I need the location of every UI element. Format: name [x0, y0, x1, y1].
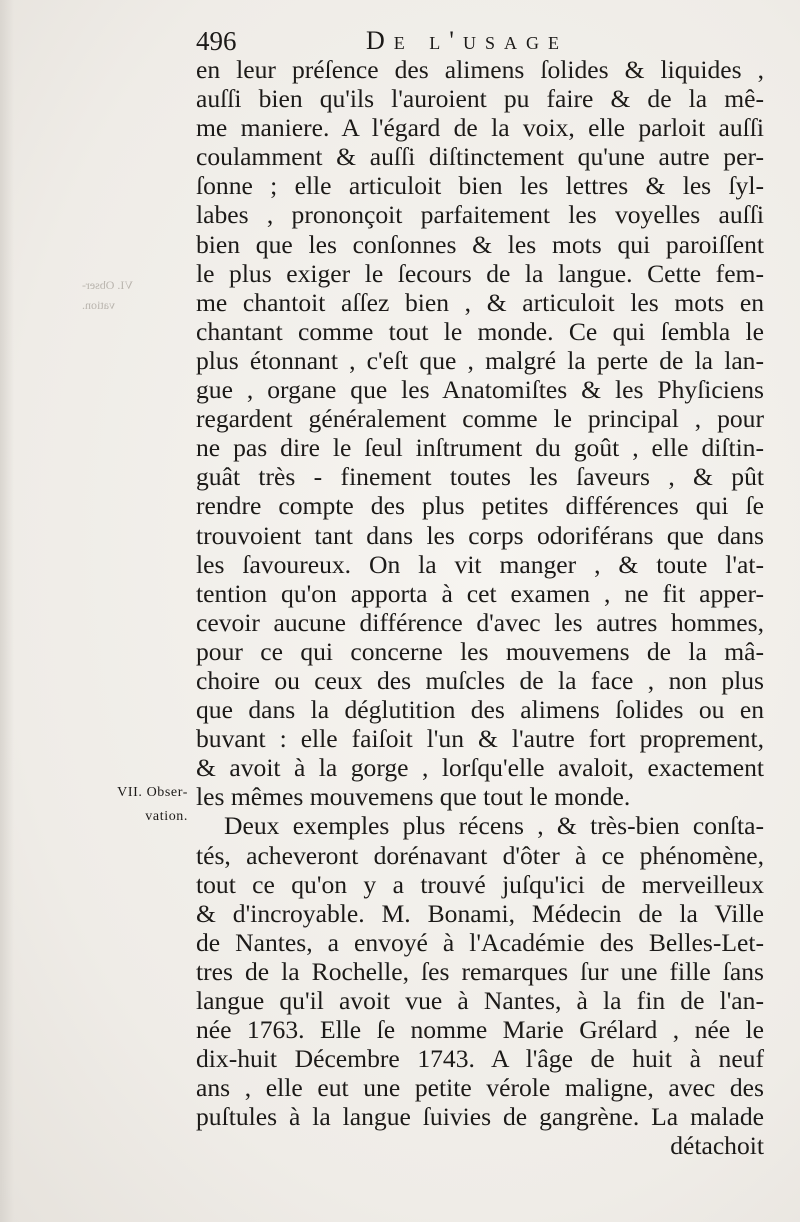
text-line: choire ou ceux des muſcles de la face , non plus [196, 665, 764, 695]
text-line: tout ce qu'on y a trouvé juſqu'ici de merveilleux [196, 869, 764, 899]
text-line: tés, acheveront dorénavant d'ôter à ce phénomène, [196, 840, 764, 870]
catchword: détachoit [670, 1131, 764, 1161]
text-line: les ſavoureux. On la vit manger , & toute l'at- [196, 549, 764, 579]
text-line: me maniere. A l'égard de la voix, elle parloit auſſi [196, 113, 764, 143]
text-line: & d'incroyable. M. Bonami, Médecin de la Ville [196, 898, 764, 928]
text-line: buvant : elle faiſoit l'un & l'autre fort proprement, [196, 724, 764, 754]
text-line: guât très - finement toutes les ſaveurs , & pût [196, 462, 764, 492]
bleed-through-line-1: VI. Obser- [82, 278, 134, 292]
paragraph-end-line: les mêmes mouvemens que tout le monde. [196, 782, 631, 812]
margin-note [72, 781, 188, 829]
bleed-through-line-2: vation. [82, 298, 115, 312]
text-line: trouvoient tant dans les corps odoriférans que dans [196, 520, 764, 550]
text-line: tres de la Rochelle, ſes remarques ſur une fille ſans [196, 956, 764, 986]
text-line: ſonne ; elle articuloit bien les lettres & les ſyl- [196, 171, 764, 201]
text-line: regardent généralement comme le principal , pour [196, 404, 764, 434]
text-line: cevoir aucune différence d'avec les autres hommes, [196, 607, 764, 637]
text-line: me chantoit aſſez bien , & articuloit les mots en [196, 287, 764, 317]
text-line: de Nantes, a envoyé à l'Académie des Belles-Let- [196, 927, 764, 957]
margin-note-line-1: VII. Obser- [117, 785, 188, 800]
text-line: coulamment & auſſi diſtinctement qu'une autre per- [196, 142, 764, 172]
text-line: en leur préſence des alimens ſolides & liquides , [196, 55, 764, 84]
text-line: bien que les conſonnes & les mots qui paroiſſent [196, 229, 764, 259]
text-line: née 1763. Elle ſe nomme Marie Grélard , née le [196, 1015, 764, 1045]
body-text [196, 55, 764, 1161]
text-line: gue , organe que les Anatomiſtes & les Phyſiciens [196, 375, 764, 405]
text-line: le plus exiger le ſecours de la langue. Cette fem- [196, 258, 764, 288]
text-line: que dans la déglutition des alimens ſolides ou en [196, 695, 764, 725]
text-line: dix-huit Décembre 1743. A l'âge de huit à neuf [196, 1044, 764, 1074]
paragraph-start-line: Deux exemples plus récens , & très-bien conſta- [224, 811, 764, 841]
text-line: tention qu'on apporta à cet examen , ne fit apper- [196, 578, 764, 608]
text-line: puſtules à la langue ſuivies de gangrène. La malade [196, 1102, 764, 1132]
bleed-through-margin-note [82, 275, 182, 315]
gutter-shadow [0, 0, 14, 1222]
text-line: & avoit à la gorge , lorſqu'elle avaloit, exactement [196, 753, 764, 783]
text-line: labes , prononçoit parfaitement les voyelles auſſi [196, 200, 764, 230]
page-number: 496 [196, 26, 237, 56]
text-line: pour ce qui concerne les mouvemens de la mâ- [196, 636, 764, 666]
text-line: plus étonnant , c'eſt que , malgré la perte de la lan- [196, 345, 764, 375]
text-line: auſſi bien qu'ils l'auroient pu faire & de la mê- [196, 84, 764, 114]
text-line: rendre compte des plus petites différences qui ſe [196, 491, 764, 521]
text-line: ne pas dire le ſeul inſtrument du goût , elle diſtin- [196, 433, 764, 463]
text-line: chantant comme tout le monde. Ce qui ſembla le [196, 316, 764, 346]
margin-note-line-2: vation. [145, 809, 188, 824]
text-line: langue qu'il avoit vue à Nantes, à la fin de l'an- [196, 986, 764, 1015]
running-head: De l'usage [366, 26, 568, 55]
text-line: ans , elle eut une petite vérole maligne, avec des [196, 1073, 764, 1103]
